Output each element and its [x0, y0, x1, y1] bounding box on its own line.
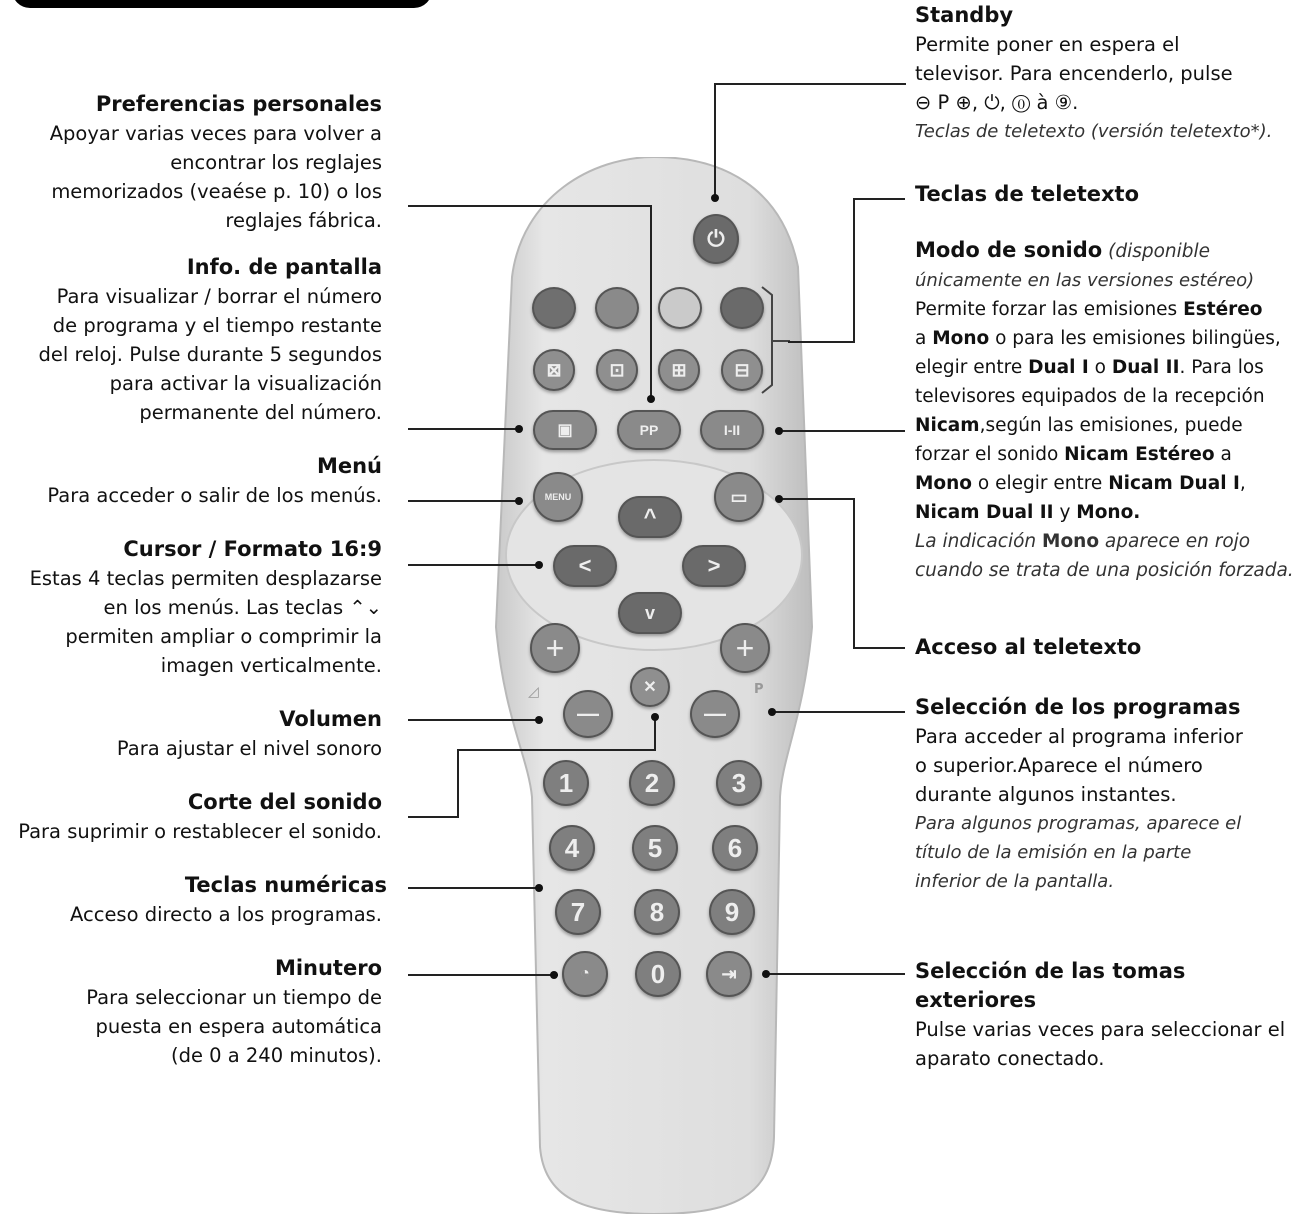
- label-desc: Para seleccionar un tiempo de: [86, 986, 382, 1009]
- label-desc: para activar la visualización: [109, 372, 382, 395]
- program-down-button[interactable]: [690, 690, 740, 738]
- text-segment: elegir entre: [915, 357, 1029, 378]
- label-desc: permiten ampliar o comprimir la: [65, 625, 382, 648]
- label-menu: [47, 452, 382, 510]
- emphasis-term: Mono: [1042, 531, 1100, 552]
- info-screen-button[interactable]: [533, 410, 597, 450]
- digit-label: 7: [570, 896, 586, 927]
- mute-button[interactable]: [630, 667, 670, 707]
- callout-line: [408, 974, 558, 976]
- text-segment: aparece en rojo: [1099, 531, 1251, 552]
- header-bar: [12, 0, 432, 8]
- label-note: (disponible: [1108, 241, 1211, 262]
- digit-label: 9: [724, 896, 740, 927]
- teletext-mix-icon: ⊠: [546, 359, 562, 380]
- label-note-rich: [915, 527, 1294, 585]
- digit-label: 6: [727, 832, 743, 863]
- label-desc: televisor. Para encenderlo, pulse: [915, 62, 1233, 85]
- sleep-timer-button[interactable]: [562, 951, 608, 997]
- emphasis-term: Mono.: [1076, 502, 1141, 523]
- text-segment: a: [1214, 444, 1232, 465]
- menu-label: MENU: [544, 492, 572, 502]
- label-modo-sonido: [915, 236, 1294, 585]
- text-segment: Permite forzar las emisiones: [915, 299, 1184, 320]
- teletext-hold-icon: ⊡: [609, 359, 625, 380]
- sound-mode-button[interactable]: [700, 410, 764, 450]
- label-desc: Permite poner en espera el: [915, 33, 1180, 56]
- text-segment: forzar el sonido: [915, 444, 1065, 465]
- label-note: inferior de la pantalla.: [915, 871, 1115, 892]
- label-desc: encontrar los reglajes: [170, 151, 382, 174]
- callout-dot: [535, 716, 543, 724]
- digit-label: 5: [647, 832, 663, 863]
- text-segment: televisores equipados de la recepción: [915, 386, 1265, 407]
- cursor-down-button[interactable]: [618, 592, 682, 634]
- text-segment: o para les emisiones bilingües,: [989, 328, 1281, 349]
- label-title: Corte del sonido: [187, 790, 382, 814]
- label-desc: Acceso directo a los programas.: [70, 903, 382, 926]
- teletext-green-button[interactable]: [595, 287, 639, 329]
- label-standby: [915, 1, 1272, 146]
- label-desc: Apoyar varias veces para volver a: [49, 122, 382, 145]
- label-desc: Para suprimir o restablecer el sonido.: [18, 820, 382, 843]
- teletext-blue-button[interactable]: [720, 287, 764, 329]
- label-title: Teclas de teletexto: [915, 182, 1140, 206]
- teletext-yellow-button[interactable]: [658, 287, 702, 329]
- callout-dot: [762, 970, 770, 978]
- rich-line: [915, 498, 1294, 527]
- teletext-access-button[interactable]: [714, 472, 764, 522]
- emphasis-term: Nicam Dual II: [915, 502, 1054, 523]
- info-icon: ▣: [557, 422, 573, 439]
- digit-label: 1: [558, 767, 574, 798]
- digit-label: 3: [731, 767, 747, 798]
- callout-line: [408, 500, 518, 502]
- callout-dot: [535, 884, 543, 892]
- program-p-icon: P: [754, 682, 764, 697]
- digit-7-button[interactable]: [555, 889, 601, 935]
- callout-line: [650, 205, 652, 398]
- callout-line: [788, 341, 855, 343]
- callout-line: [780, 430, 905, 432]
- emphasis-term: Estéreo: [1183, 299, 1263, 320]
- label-desc: de programa y el tiempo restante: [52, 314, 382, 337]
- callout-line: [654, 717, 656, 751]
- digit-9-button[interactable]: [709, 889, 755, 935]
- callout-line: [457, 749, 459, 818]
- label-desc: Estas 4 teclas permiten desplazarse: [29, 567, 382, 590]
- label-desc: memorizados (veaése p. 10) o los: [51, 180, 382, 203]
- label-desc: ⊖ P ⊕, ⏻, ⓪ à ⑨.: [915, 91, 1079, 114]
- text-segment: cuando se trata de una posición forzada.: [915, 560, 1294, 581]
- label-note: título de la emisión en la parte: [915, 842, 1192, 863]
- rich-line: [915, 353, 1294, 382]
- label-title: Cursor / Formato 16:9: [123, 537, 382, 561]
- rich-line: [915, 527, 1294, 556]
- digit-label: 8: [649, 896, 665, 927]
- teletext-key-4[interactable]: [721, 349, 763, 391]
- label-corte-sonido: [18, 788, 382, 846]
- program-up-button[interactable]: [720, 623, 770, 673]
- label-desc: reglajes fábrica.: [225, 209, 382, 232]
- digit-5-button[interactable]: [632, 825, 678, 871]
- label-title: Menú: [316, 454, 382, 478]
- teletext-key-2[interactable]: [596, 349, 638, 391]
- label-acceso-teletexto: [915, 633, 1141, 662]
- chevron-up-icon: ^: [643, 504, 657, 529]
- timer-icon: ◔: [580, 965, 590, 982]
- callout-dot: [550, 971, 558, 979]
- label-info-pantalla: [38, 253, 382, 427]
- chevron-right-icon: >: [707, 553, 721, 578]
- callout-dot: [535, 561, 543, 569]
- rich-line: [915, 411, 1294, 440]
- label-title: Selección de las tomas exteriores: [915, 959, 1186, 1012]
- label-title: Info. de pantalla: [186, 255, 382, 279]
- teletext-bracket: [760, 285, 790, 397]
- volume-icon: ◿: [528, 684, 539, 700]
- label-desc: del reloj. Pulse durante 5 segundos: [38, 343, 382, 366]
- label-note: Para algunos programas, aparece el: [915, 813, 1242, 834]
- label-seleccion-programas: [915, 693, 1243, 896]
- callout-line: [408, 428, 518, 430]
- callout-line: [853, 647, 905, 649]
- digit-label: 0: [650, 958, 666, 989]
- label-desc: Para acceder o salir de los menús.: [47, 484, 382, 507]
- teletext-enlarge-icon: ⊞: [671, 359, 687, 380]
- label-desc: durante algunos instantes.: [915, 783, 1177, 806]
- label-desc: aparato conectado.: [915, 1047, 1105, 1070]
- emphasis-term: Nicam Dual I: [1108, 473, 1240, 494]
- label-desc-rich: [915, 295, 1294, 527]
- callout-dot: [768, 708, 776, 716]
- teletext-key-1[interactable]: [533, 349, 575, 391]
- callout-line: [853, 198, 855, 343]
- callout-dot: [515, 425, 523, 433]
- cursor-up-button[interactable]: [618, 496, 682, 538]
- label-desc: (de 0 a 240 minutos).: [170, 1044, 382, 1067]
- callout-dot: [647, 395, 655, 403]
- text-segment: ,según las emisiones, puede: [979, 415, 1243, 436]
- label-preferencias: [50, 90, 382, 235]
- digit-0-button[interactable]: [635, 951, 681, 997]
- callout-line: [766, 973, 905, 975]
- volume-up-button[interactable]: [530, 623, 580, 673]
- digit-4-button[interactable]: [549, 825, 595, 871]
- label-desc: puesta en espera automática: [95, 1015, 382, 1038]
- digit-1-button[interactable]: [543, 760, 589, 806]
- label-title: Acceso al teletexto: [915, 635, 1142, 659]
- minus-icon: —: [577, 701, 599, 726]
- label-title: Volumen: [279, 707, 382, 731]
- callout-line: [780, 498, 854, 500]
- callout-line: [408, 719, 538, 721]
- callout-dot: [651, 713, 659, 721]
- digit-6-button[interactable]: [712, 825, 758, 871]
- cursor-right-button[interactable]: [682, 545, 746, 587]
- emphasis-term: Nicam Estéreo: [1064, 444, 1215, 465]
- callout-line: [714, 83, 906, 85]
- callout-dot: [515, 497, 523, 505]
- minus-icon: —: [704, 701, 726, 726]
- label-note: Teclas de teletexto (versión teletexto*).: [915, 121, 1273, 142]
- label-desc: Pulse varias veces para seleccionar el: [915, 1018, 1286, 1041]
- rich-line: [915, 382, 1294, 411]
- teletext-red-button[interactable]: [532, 287, 576, 329]
- callout-dot: [711, 194, 719, 202]
- digit-2-button[interactable]: [629, 760, 675, 806]
- rich-line: [915, 324, 1294, 353]
- label-teclas-numericas: [70, 871, 387, 929]
- callout-line: [408, 887, 538, 889]
- callout-line: [408, 816, 458, 818]
- label-desc: en los menús. Las teclas ⌃⌄: [103, 596, 382, 619]
- cursor-left-button[interactable]: [553, 545, 617, 587]
- label-desc: Para visualizar / borrar el número: [56, 285, 382, 308]
- emphasis-term: Nicam: [915, 415, 980, 436]
- pp-label: PP: [639, 422, 659, 438]
- text-segment: o elegir entre: [972, 473, 1109, 494]
- label-note: únicamente en las versiones estéreo): [915, 270, 1255, 291]
- teletext-index-icon: ⊟: [734, 359, 750, 380]
- callout-line: [714, 83, 716, 198]
- text-segment: La indicación: [915, 531, 1043, 552]
- standby-button[interactable]: [693, 214, 739, 264]
- mute-icon: ✕: [643, 679, 657, 696]
- label-desc: permanente del número.: [139, 401, 382, 424]
- chevron-down-icon: v: [644, 602, 655, 623]
- teletext-key-3[interactable]: [658, 349, 700, 391]
- text-segment: ,: [1239, 473, 1246, 494]
- pp-button[interactable]: [617, 410, 681, 450]
- callout-line: [772, 711, 905, 713]
- teletext-icon: ▭: [730, 486, 748, 507]
- label-desc: imagen verticalmente.: [160, 654, 382, 677]
- label-title-row: [915, 236, 1294, 266]
- callout-line: [408, 564, 538, 566]
- label-cursor: [30, 535, 382, 680]
- callout-dot: [775, 495, 783, 503]
- text-segment: . Para los: [1179, 357, 1264, 378]
- emphasis-term: Mono: [915, 473, 972, 494]
- volume-down-button[interactable]: [563, 690, 613, 738]
- label-title: Preferencias personales: [95, 92, 382, 116]
- power-icon: ⏻: [707, 226, 725, 251]
- rich-line: [915, 440, 1294, 469]
- label-title: Modo de sonido: [915, 238, 1103, 262]
- plus-icon: +: [735, 629, 755, 666]
- rich-line: [915, 295, 1294, 324]
- callout-line: [853, 498, 855, 648]
- label-desc: o superior.Aparece el número: [915, 754, 1203, 777]
- digit-8-button[interactable]: [634, 889, 680, 935]
- digit-3-button[interactable]: [716, 760, 762, 806]
- av-input-button[interactable]: [706, 951, 752, 997]
- digit-label: 4: [564, 832, 580, 863]
- label-volumen: [117, 705, 382, 763]
- emphasis-term: Dual I: [1028, 357, 1089, 378]
- av-input-icon: ⇥: [721, 963, 737, 984]
- callout-line: [408, 205, 651, 207]
- label-tomas-exteriores: [915, 957, 1307, 1073]
- label-minutero: [86, 954, 382, 1070]
- dual-sound-icon: I-II: [723, 422, 741, 438]
- plus-icon: +: [545, 629, 565, 666]
- label-title: Selección de los programas: [915, 695, 1241, 719]
- callout-line: [457, 749, 655, 751]
- text-segment: y: [1053, 502, 1077, 523]
- text-segment: o: [1088, 357, 1112, 378]
- label-desc: Para acceder al programa inferior: [915, 725, 1243, 748]
- chevron-left-icon: <: [578, 553, 592, 578]
- rich-line: [915, 556, 1294, 585]
- label-title: Minutero: [274, 956, 382, 980]
- label-title: Teclas numéricas: [184, 873, 387, 897]
- callout-line: [853, 198, 905, 200]
- menu-button[interactable]: [533, 472, 583, 522]
- rich-line: [915, 469, 1294, 498]
- label-title: Standby: [915, 3, 1014, 27]
- label-teclas-teletexto: [915, 180, 1139, 209]
- callout-dot: [775, 427, 783, 435]
- digit-label: 2: [644, 767, 660, 798]
- emphasis-term: Dual II: [1111, 357, 1180, 378]
- label-desc: Para ajustar el nivel sonoro: [116, 737, 382, 760]
- text-segment: a: [915, 328, 933, 349]
- emphasis-term: Mono: [932, 328, 990, 349]
